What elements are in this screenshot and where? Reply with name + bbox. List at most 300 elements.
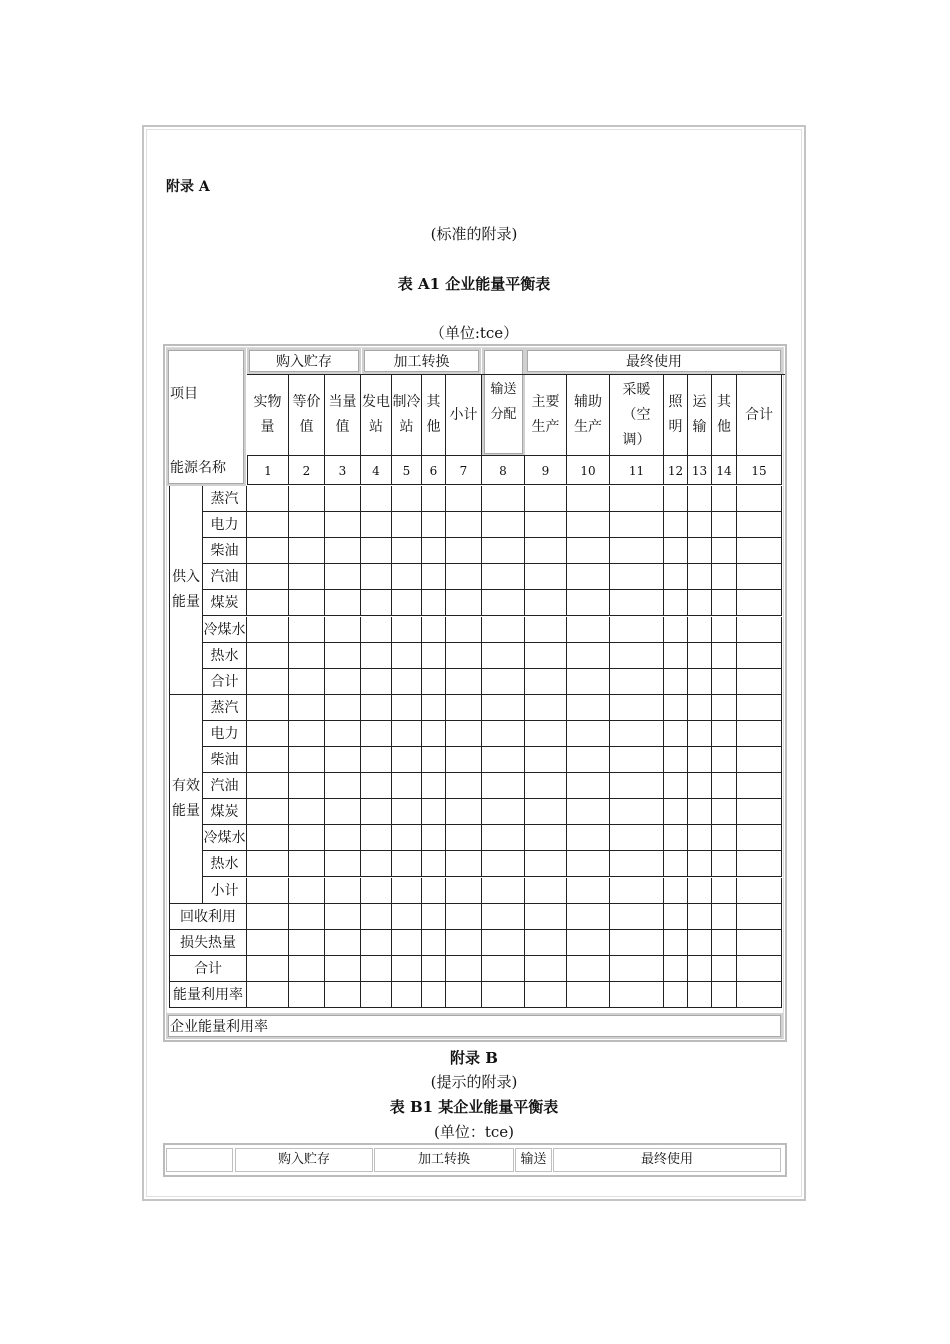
table-cell	[361, 564, 392, 590]
table-cell	[567, 982, 610, 1008]
table-cell	[325, 825, 361, 851]
table-cell	[422, 538, 446, 564]
table-cell	[737, 512, 782, 538]
column-header: 等价 值	[289, 375, 325, 455]
table-cell	[289, 851, 325, 877]
table-cell	[289, 695, 325, 721]
column-header: 制冷 站	[392, 375, 422, 455]
table-cell	[567, 747, 610, 773]
table-cell	[482, 486, 525, 512]
row-label-supply: 汽油	[203, 564, 247, 590]
table-cell	[247, 695, 289, 721]
table-cell	[688, 851, 712, 877]
table-cell	[392, 904, 422, 930]
table-cell	[247, 982, 289, 1008]
table-cell	[422, 773, 446, 799]
table-cell	[664, 564, 688, 590]
table-cell	[664, 773, 688, 799]
column-number: 15	[737, 455, 782, 485]
table-cell	[392, 799, 422, 825]
table-cell	[737, 956, 782, 982]
column-header: 发电 站	[361, 375, 392, 455]
table-cell	[567, 564, 610, 590]
table-cell	[737, 538, 782, 564]
table-cell	[610, 486, 664, 512]
table-cell	[289, 930, 325, 956]
table-cell	[712, 747, 737, 773]
table-cell	[422, 669, 446, 695]
table-cell	[688, 773, 712, 799]
table-cell	[712, 695, 737, 721]
corner-item-label: 项目	[170, 386, 198, 402]
table-cell	[361, 904, 392, 930]
table-cell	[361, 695, 392, 721]
column-number: 4	[361, 455, 392, 485]
column-number: 11	[610, 455, 664, 485]
group-supply-energy: 供入 能量	[169, 486, 203, 695]
group-final-use: 最终使用	[525, 348, 783, 374]
table-cell	[446, 538, 482, 564]
table-cell	[422, 956, 446, 982]
table-cell	[610, 982, 664, 1008]
table-cell	[392, 590, 422, 616]
table-cell	[361, 669, 392, 695]
table-cell	[525, 721, 567, 747]
table-cell	[664, 721, 688, 747]
table-cell	[325, 747, 361, 773]
table-cell	[737, 982, 782, 1008]
row-label-bottom: 合计	[169, 956, 247, 982]
table-cell	[361, 956, 392, 982]
row-label-bottom: 损失热量	[169, 930, 247, 956]
table-cell	[422, 982, 446, 1008]
table-cell	[525, 617, 567, 643]
table-cell	[325, 617, 361, 643]
table-cell	[525, 799, 567, 825]
column-header: 当量 值	[325, 375, 361, 455]
table-cell	[688, 982, 712, 1008]
table-cell	[525, 878, 567, 904]
table-cell	[422, 825, 446, 851]
table-cell	[247, 486, 289, 512]
table-cell	[325, 512, 361, 538]
row-label-effective: 冷煤水	[203, 825, 247, 851]
table-cell	[610, 669, 664, 695]
appendix-a-heading: 附录 A	[166, 179, 210, 195]
table-cell	[688, 695, 712, 721]
table-cell	[712, 643, 737, 669]
table-cell	[610, 904, 664, 930]
row-label-supply: 煤炭	[203, 590, 247, 616]
energy-balance-table-a1	[163, 344, 787, 1042]
table-cell	[247, 564, 289, 590]
table-cell	[664, 590, 688, 616]
table-cell	[361, 643, 392, 669]
table-cell	[737, 486, 782, 512]
table-cell	[392, 486, 422, 512]
table-cell	[422, 930, 446, 956]
table-cell	[392, 825, 422, 851]
table-cell	[289, 747, 325, 773]
table-cell	[422, 590, 446, 616]
row-label-bottom: 回收利用	[169, 904, 247, 930]
column-header: 实物 量	[247, 375, 289, 455]
table-a1-unit: （单位:tce）	[429, 324, 519, 342]
table-cell	[422, 747, 446, 773]
table-cell	[712, 669, 737, 695]
table-cell	[289, 825, 325, 851]
table-cell	[712, 721, 737, 747]
table-cell	[567, 512, 610, 538]
table-cell	[688, 930, 712, 956]
table-cell	[247, 617, 289, 643]
group-purchase-storage: 购入贮存	[247, 348, 361, 374]
table-cell	[422, 512, 446, 538]
row-label-supply: 热水	[203, 643, 247, 669]
table-cell	[482, 747, 525, 773]
table-cell	[361, 512, 392, 538]
table-cell	[289, 982, 325, 1008]
table-cell	[737, 930, 782, 956]
table-cell	[567, 956, 610, 982]
column-number: 6	[422, 455, 446, 485]
table-cell	[247, 956, 289, 982]
table-cell	[688, 825, 712, 851]
table-cell	[289, 538, 325, 564]
table-cell	[525, 747, 567, 773]
table-cell	[567, 904, 610, 930]
table-cell	[325, 486, 361, 512]
column-header: 其 他	[712, 375, 737, 455]
table-cell	[446, 825, 482, 851]
table-b1-group-header: 购入贮存	[235, 1148, 373, 1172]
column-header: 辅助 生产	[567, 375, 610, 455]
table-cell	[712, 486, 737, 512]
table-cell	[247, 825, 289, 851]
table-cell	[446, 930, 482, 956]
column-header: 其 他	[422, 375, 446, 455]
table-cell	[525, 590, 567, 616]
table-cell	[482, 930, 525, 956]
table-cell	[712, 904, 737, 930]
table-a1-title: 表 A1 企业能量平衡表	[397, 275, 551, 293]
table-b1-group-header: 加工转换	[374, 1148, 514, 1172]
table-cell	[712, 617, 737, 643]
table-cell	[610, 799, 664, 825]
table-cell	[325, 564, 361, 590]
table-cell	[610, 643, 664, 669]
table-b1-corner	[166, 1148, 233, 1172]
table-cell	[361, 825, 392, 851]
table-cell	[247, 851, 289, 877]
table-cell	[446, 695, 482, 721]
table-cell	[737, 564, 782, 590]
group-transmission-distribution: 输送 分配	[482, 348, 525, 456]
table-cell	[392, 643, 422, 669]
table-cell	[325, 773, 361, 799]
table-cell	[422, 904, 446, 930]
table-cell	[737, 747, 782, 773]
table-cell	[737, 643, 782, 669]
table-cell	[325, 669, 361, 695]
group-processing-conversion: 加工转换	[362, 348, 481, 374]
table-cell	[482, 773, 525, 799]
appendix-a-subtitle: (标准的附录)	[430, 225, 518, 243]
table-cell	[664, 617, 688, 643]
table-cell	[247, 669, 289, 695]
table-cell	[688, 643, 712, 669]
column-number: 14	[712, 455, 737, 485]
table-cell	[422, 878, 446, 904]
column-number: 12	[664, 455, 688, 485]
table-cell	[525, 930, 567, 956]
table-cell	[482, 564, 525, 590]
table-cell	[610, 747, 664, 773]
table-cell	[664, 851, 688, 877]
table-cell	[289, 643, 325, 669]
table-cell	[446, 669, 482, 695]
table-cell	[482, 799, 525, 825]
table-cell	[737, 825, 782, 851]
table-cell	[664, 643, 688, 669]
table-cell	[610, 825, 664, 851]
table-cell	[712, 851, 737, 877]
table-cell	[247, 747, 289, 773]
table-cell	[712, 930, 737, 956]
table-cell	[525, 669, 567, 695]
table-cell	[712, 878, 737, 904]
table-cell	[482, 512, 525, 538]
column-number: 5	[392, 455, 422, 485]
table-cell	[712, 799, 737, 825]
table-cell	[446, 878, 482, 904]
table-cell	[247, 643, 289, 669]
table-cell	[422, 617, 446, 643]
table-cell	[688, 538, 712, 564]
table-cell	[567, 695, 610, 721]
table-cell	[567, 825, 610, 851]
table-cell	[289, 564, 325, 590]
table-cell	[712, 825, 737, 851]
table-cell	[289, 956, 325, 982]
table-cell	[712, 982, 737, 1008]
appendix-b-heading: 附录 B	[450, 1049, 498, 1067]
table-cell	[482, 590, 525, 616]
table-cell	[525, 982, 567, 1008]
table-cell	[664, 538, 688, 564]
table-cell	[567, 538, 610, 564]
table-cell	[325, 904, 361, 930]
table-cell	[610, 773, 664, 799]
table-b1-group-header: 最终使用	[553, 1148, 781, 1172]
table-cell	[525, 538, 567, 564]
table-cell	[289, 512, 325, 538]
table-cell	[482, 617, 525, 643]
table-cell	[525, 956, 567, 982]
table-cell	[392, 878, 422, 904]
table-cell	[567, 930, 610, 956]
table-cell	[525, 851, 567, 877]
table-cell	[446, 956, 482, 982]
table-cell	[325, 721, 361, 747]
table-cell	[737, 878, 782, 904]
table-cell	[525, 512, 567, 538]
table-cell	[610, 721, 664, 747]
table-cell	[446, 643, 482, 669]
table-b1-group-header: 输送	[515, 1148, 552, 1172]
table-cell	[446, 904, 482, 930]
table-cell	[289, 799, 325, 825]
table-cell	[361, 982, 392, 1008]
table-cell	[610, 617, 664, 643]
table-cell	[325, 643, 361, 669]
table-cell	[737, 851, 782, 877]
table-cell	[610, 564, 664, 590]
table-cell	[446, 851, 482, 877]
table-cell	[422, 486, 446, 512]
table-cell	[688, 617, 712, 643]
table-cell	[422, 643, 446, 669]
table-cell	[482, 695, 525, 721]
table-cell	[392, 956, 422, 982]
table-cell	[247, 721, 289, 747]
table-cell	[325, 695, 361, 721]
table-cell	[325, 930, 361, 956]
table-cell	[482, 904, 525, 930]
table-cell	[289, 904, 325, 930]
row-label-supply: 柴油	[203, 538, 247, 564]
row-label-supply: 电力	[203, 512, 247, 538]
table-cell	[688, 486, 712, 512]
table-cell	[325, 956, 361, 982]
table-cell	[688, 721, 712, 747]
table-cell	[567, 617, 610, 643]
table-cell	[392, 538, 422, 564]
row-label-effective: 蒸汽	[203, 695, 247, 721]
table-cell	[664, 930, 688, 956]
table-cell	[482, 669, 525, 695]
row-label-supply: 冷煤水	[203, 617, 247, 643]
table-cell	[361, 617, 392, 643]
table-cell	[361, 590, 392, 616]
table-cell	[737, 695, 782, 721]
table-cell	[392, 773, 422, 799]
row-label-effective: 汽油	[203, 773, 247, 799]
table-cell	[325, 878, 361, 904]
row-label-bottom: 能量利用率	[169, 982, 247, 1008]
column-number: 13	[688, 455, 712, 485]
table-cell	[567, 851, 610, 877]
table-cell	[712, 773, 737, 799]
table-cell	[422, 695, 446, 721]
corner-energy-name-label: 能源名称	[170, 460, 226, 476]
table-cell	[289, 878, 325, 904]
table-cell	[325, 538, 361, 564]
table-cell	[361, 878, 392, 904]
table-cell	[361, 930, 392, 956]
table-cell	[446, 564, 482, 590]
table-cell	[446, 799, 482, 825]
table-cell	[482, 851, 525, 877]
table-cell	[610, 695, 664, 721]
table-cell	[567, 590, 610, 616]
row-label-effective: 小计	[203, 878, 247, 904]
column-number: 9	[525, 455, 567, 485]
table-cell	[688, 512, 712, 538]
table-cell	[525, 695, 567, 721]
table-cell	[482, 878, 525, 904]
table-cell	[446, 773, 482, 799]
row-label-effective: 热水	[203, 851, 247, 877]
table-cell	[567, 799, 610, 825]
table-cell	[325, 851, 361, 877]
table-cell	[392, 930, 422, 956]
table-cell	[446, 512, 482, 538]
table-cell	[482, 825, 525, 851]
table-cell	[712, 956, 737, 982]
table-cell	[688, 564, 712, 590]
table-cell	[289, 486, 325, 512]
table-cell	[664, 512, 688, 538]
table-cell	[392, 669, 422, 695]
table-cell	[688, 956, 712, 982]
column-number: 7	[446, 455, 482, 485]
table-cell	[525, 904, 567, 930]
table-cell	[664, 799, 688, 825]
table-cell	[688, 799, 712, 825]
table-cell	[567, 486, 610, 512]
table-cell	[247, 799, 289, 825]
table-cell	[567, 721, 610, 747]
table-cell	[392, 982, 422, 1008]
table-cell	[392, 851, 422, 877]
table-cell	[712, 538, 737, 564]
table-cell	[482, 721, 525, 747]
table-cell	[737, 590, 782, 616]
table-cell	[688, 590, 712, 616]
table-cell	[664, 825, 688, 851]
table-cell	[482, 538, 525, 564]
table-cell	[712, 512, 737, 538]
table-cell	[361, 721, 392, 747]
table-cell	[688, 904, 712, 930]
table-cell	[525, 564, 567, 590]
table-cell	[567, 878, 610, 904]
table-cell	[446, 721, 482, 747]
table-cell	[525, 773, 567, 799]
table-cell	[422, 564, 446, 590]
column-number: 1	[247, 455, 289, 485]
table-cell	[712, 564, 737, 590]
table-cell	[688, 669, 712, 695]
appendix-b-subtitle: (提示的附录)	[430, 1073, 518, 1091]
table-cell	[392, 512, 422, 538]
table-cell	[361, 486, 392, 512]
table-cell	[610, 851, 664, 877]
row-label-effective: 电力	[203, 721, 247, 747]
table-cell	[610, 512, 664, 538]
table-cell	[664, 904, 688, 930]
table-b1-title: 表 B1 某企业能量平衡表	[389, 1098, 559, 1116]
table-cell	[422, 799, 446, 825]
table-cell	[737, 721, 782, 747]
table-cell	[446, 617, 482, 643]
row-label-supply: 合计	[203, 669, 247, 695]
table-cell	[664, 982, 688, 1008]
table-cell	[737, 799, 782, 825]
table-cell	[422, 851, 446, 877]
table-cell	[482, 982, 525, 1008]
